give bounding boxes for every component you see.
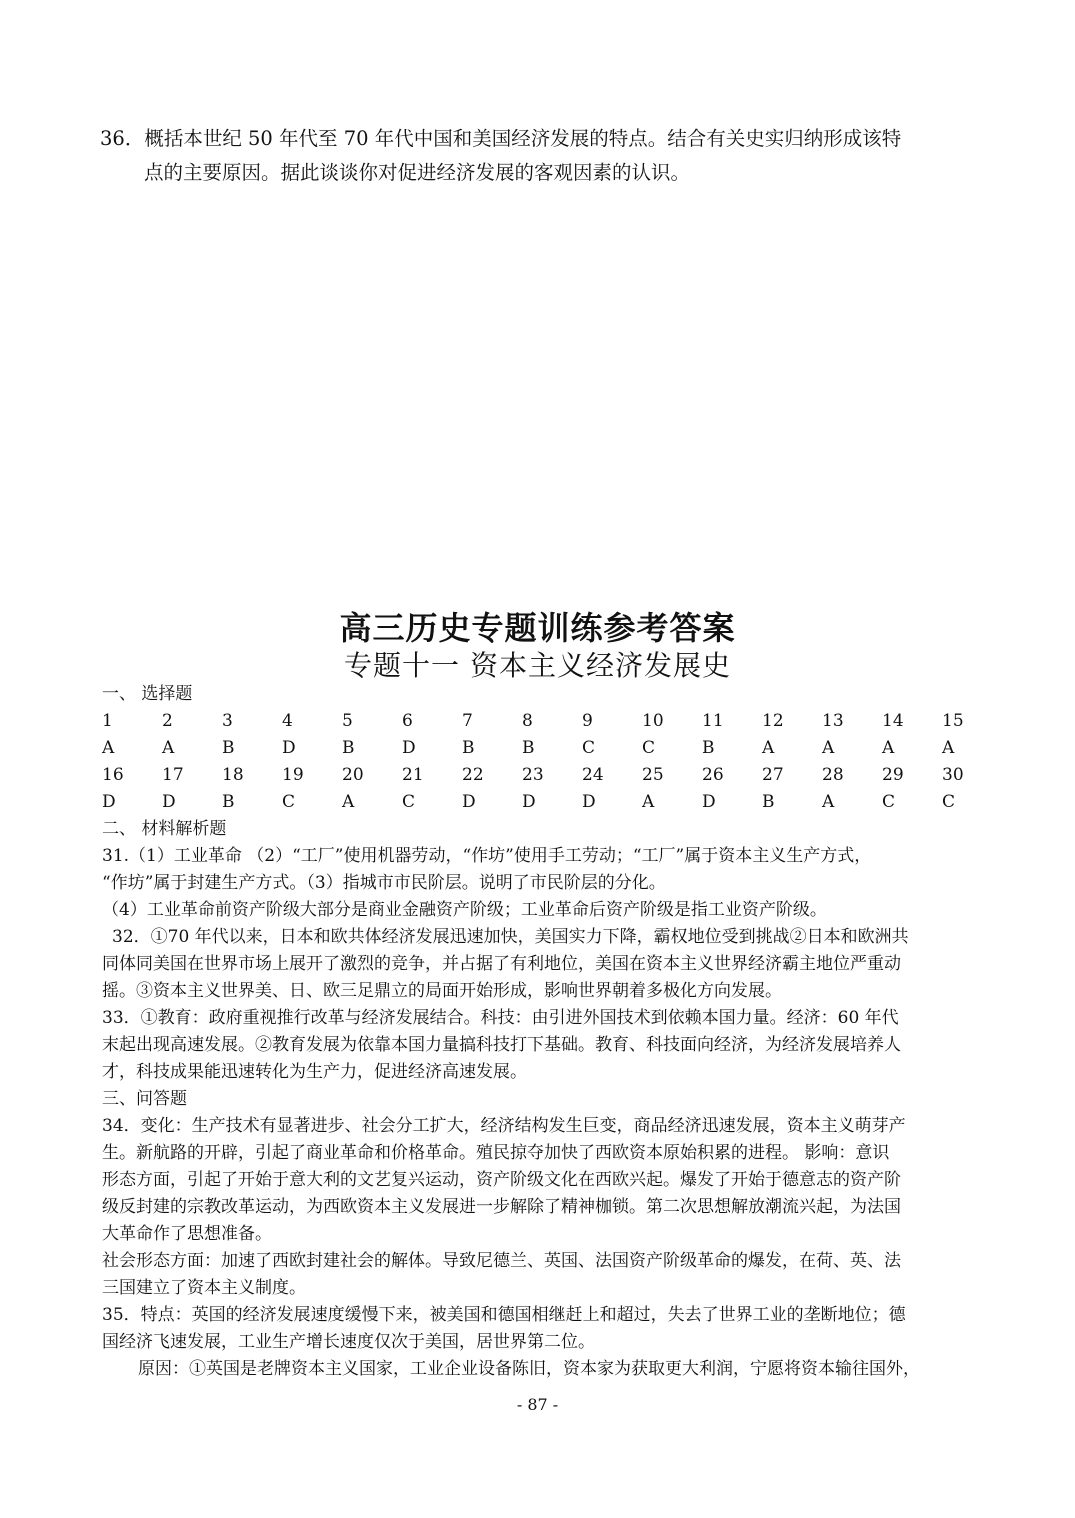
grid-cell: 17 xyxy=(162,765,184,785)
grid-cell: 22 xyxy=(462,765,484,785)
grid-cell: 2 xyxy=(162,711,173,731)
grid-cell: A xyxy=(642,792,655,812)
grid-cell: 24 xyxy=(582,765,604,785)
answer-34-line1: 34．变化：生产技术有显著进步、社会分工扩大，经济结构发生巨变，商品经济迅速发展，资本主义萌芽产 xyxy=(102,1116,906,1136)
grid-cell: D xyxy=(102,792,116,812)
answer-body xyxy=(102,681,982,1383)
grid-cell: B xyxy=(462,738,475,758)
grid-cell: 23 xyxy=(522,765,544,785)
grid-cell: 18 xyxy=(222,765,244,785)
grid-cell: 28 xyxy=(822,765,844,785)
grid-cell: C xyxy=(402,792,416,812)
grid-cell: 26 xyxy=(702,765,724,785)
grid-cell: C xyxy=(642,738,656,758)
answer-33-line3: 才，科技成果能迅速转化为生产力，促进经济高速发展。 xyxy=(102,1062,527,1082)
answer-31-line2: “作坊”属于封建生产方式。（3）指城市市民阶层。说明了市民阶层的分化。 xyxy=(102,873,666,893)
answer-34-line7: 三国建立了资本主义制度。 xyxy=(102,1278,306,1298)
grid-cell: 19 xyxy=(282,765,304,785)
grid-cell: A xyxy=(822,792,835,812)
grid-cell: A xyxy=(342,792,355,812)
answer-34-line2: 生。新航路的开辟，引起了商业革命和价格革命。殖民掠夺加快了西欧资本原始积累的进程。 影响：意识 xyxy=(102,1143,890,1163)
section-heading-choice: 一、 选择题 xyxy=(102,684,193,704)
grid-cell: A xyxy=(942,738,955,758)
section-heading-material: 二、 材料解析题 xyxy=(102,819,227,839)
grid-cell: 29 xyxy=(882,765,904,785)
grid-cell: 14 xyxy=(882,711,904,731)
answer-32-line2: 同体同美国在世界市场上展开了激烈的竞争，并占据了有利地位，美国在资本主义世界经济霸主地位严重动 xyxy=(102,954,901,974)
grid-cell: D xyxy=(282,738,296,758)
grid-cell: B xyxy=(222,738,235,758)
answer-31-line1: 31.（1）工业革命 （2）“工厂”使用机器劳动，“作坊”使用手工劳动；“工厂”属于资本主义生产方式， xyxy=(102,846,872,866)
grid-cell: 15 xyxy=(942,711,964,731)
grid-cell: 25 xyxy=(642,765,664,785)
grid-cell: B xyxy=(762,792,775,812)
grid-cell: 8 xyxy=(522,711,533,731)
grid-cell: 12 xyxy=(762,711,784,731)
answer-35-line1: 35．特点：英国的经济发展速度缓慢下来，被美国和德国相继赶上和超过，失去了世界工业的垄断地位；德 xyxy=(102,1305,906,1325)
grid-cell: 13 xyxy=(822,711,844,731)
grid-cell: 21 xyxy=(402,765,424,785)
grid-cell: A xyxy=(102,738,115,758)
grid-cell: 10 xyxy=(642,711,664,731)
answer-34-line6: 社会形态方面：加速了西欧封建社会的解体。导致尼德兰、英国、法国资产阶级革命的爆发，在荷、英、法 xyxy=(102,1251,901,1271)
grid-cell: 30 xyxy=(942,765,964,785)
grid-cell: B xyxy=(342,738,355,758)
grid-cell: C xyxy=(282,792,296,812)
answer-title: 高三历史专题训练参考答案 xyxy=(339,609,736,647)
grid-cell: 11 xyxy=(702,711,724,731)
grid-cell: D xyxy=(582,792,596,812)
grid-cell: 6 xyxy=(402,711,413,731)
grid-cell: 7 xyxy=(462,711,473,731)
answer-35-line3: 原因：①英国是老牌资本主义国家，工业企业设备陈旧，资本家为获取更大利润，宁愿将资本输往国外， xyxy=(138,1359,920,1379)
question-36 xyxy=(100,122,1000,190)
answer-34-line4: 级反封建的宗教改革运动，为西欧资本主义发展进一步解除了精神枷锁。第二次思想解放潮流兴起，为法国 xyxy=(102,1197,901,1217)
answer-31-line3: （4）工业革命前资产阶级大部分是商业金融资产阶级；工业革命后资产阶级是指工业资产阶级。 xyxy=(102,900,827,920)
grid-cell: C xyxy=(882,792,896,812)
grid-cell: 9 xyxy=(582,711,593,731)
grid-cell: A xyxy=(882,738,895,758)
answer-34-line5: 大革命作了思想准备。 xyxy=(102,1224,272,1244)
grid-cell: D xyxy=(462,792,476,812)
grid-cell: 20 xyxy=(342,765,364,785)
grid-cell: D xyxy=(162,792,176,812)
grid-cell: C xyxy=(582,738,596,758)
answer-32-line3: 摇。③资本主义世界美、日、欧三足鼎立的局面开始形成，影响世界朝着多极化方向发展。 xyxy=(102,981,782,1001)
grid-cell: 27 xyxy=(762,765,784,785)
grid-cell: A xyxy=(762,738,775,758)
question-36-line1: 36．概括本世纪 50 年代至 70 年代中国和美国经济发展的特点。结合有关史实归纳形成该特 xyxy=(100,127,902,150)
grid-cell: 16 xyxy=(102,765,124,785)
grid-cell: 3 xyxy=(222,711,233,731)
answer-32-line1: 32．①70 年代以来，日本和欧共体经济发展迅速加快，美国实力下降，霸权地位受到挑战②日本和欧洲共 xyxy=(112,927,909,947)
answer-35-line2: 国经济飞速发展，工业生产增长速度仅次于美国，居世界第二位。 xyxy=(102,1332,595,1352)
grid-cell: D xyxy=(702,792,716,812)
grid-cell: B xyxy=(522,738,535,758)
grid-cell: B xyxy=(702,738,715,758)
grid-cell: A xyxy=(162,738,175,758)
choice-answer-grid xyxy=(102,708,982,816)
answer-33-line2: 末起出现高速发展。②教育发展为依靠本国力量搞科技打下基础。教育、科技面向经济，为经济发展培养人 xyxy=(102,1035,901,1055)
question-36-line2: 点的主要原因。据此谈谈你对促进经济发展的客观因素的认识。 xyxy=(144,161,691,184)
answer-34-line3: 形态方面，引起了开始于意大利的文艺复兴运动，资产阶级文化在西欧兴起。爆发了开始于德意志的资产阶 xyxy=(102,1170,901,1190)
grid-cell: C xyxy=(942,792,956,812)
grid-cell: B xyxy=(222,792,235,812)
page-number: - 87 - xyxy=(516,1395,559,1414)
answer-33-line1: 33．①教育：政府重视推行改革与经济发展结合。科技：由引进外国技术到依赖本国力量。经济：60 年代 xyxy=(102,1008,899,1028)
grid-cell: A xyxy=(822,738,835,758)
grid-cell: D xyxy=(402,738,416,758)
grid-cell: 5 xyxy=(342,711,353,731)
grid-cell: D xyxy=(522,792,536,812)
answer-subtitle: 专题十一 资本主义经济发展史 xyxy=(344,649,731,682)
grid-cell: 1 xyxy=(102,711,113,731)
section-heading-essay: 三、问答题 xyxy=(102,1089,187,1109)
grid-cell: 4 xyxy=(282,711,293,731)
